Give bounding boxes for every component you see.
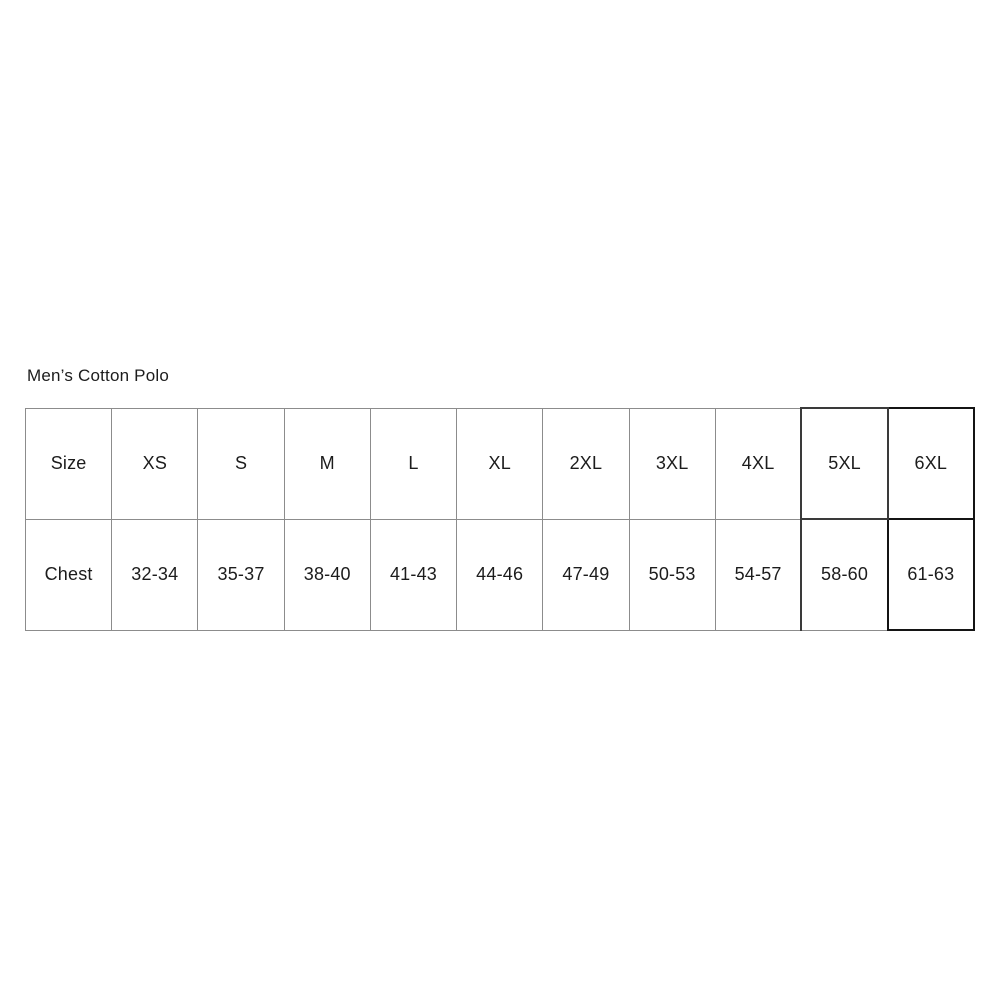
row-label-chest: Chest bbox=[26, 519, 112, 630]
size-col-header-xl: XL bbox=[457, 408, 543, 519]
chest-value-5xl: 58-60 bbox=[801, 519, 887, 630]
chest-value-xl: 44-46 bbox=[457, 519, 543, 630]
size-header-row bbox=[26, 408, 975, 519]
chest-value-2xl: 47-49 bbox=[543, 519, 629, 630]
chest-value-xs: 32-34 bbox=[112, 519, 198, 630]
chest-value-s: 35-37 bbox=[198, 519, 284, 630]
chest-value-l: 41-43 bbox=[370, 519, 456, 630]
chest-value-4xl: 54-57 bbox=[715, 519, 801, 630]
size-col-header-l: L bbox=[370, 408, 456, 519]
size-col-header-2xl: 2XL bbox=[543, 408, 629, 519]
chart-title: Men’s Cotton Polo bbox=[27, 366, 169, 385]
chest-value-row bbox=[26, 519, 975, 630]
size-table-body bbox=[26, 408, 975, 630]
chest-value-3xl: 50-53 bbox=[629, 519, 715, 630]
size-col-header-5xl: 5XL bbox=[801, 408, 887, 519]
size-col-header-3xl: 3XL bbox=[629, 408, 715, 519]
size-col-header-m: M bbox=[284, 408, 370, 519]
size-col-header-6xl: 6XL bbox=[888, 408, 974, 519]
size-col-header-xs: XS bbox=[112, 408, 198, 519]
chest-value-6xl: 61-63 bbox=[888, 519, 974, 630]
size-chart-table bbox=[25, 407, 975, 631]
size-col-header-4xl: 4XL bbox=[715, 408, 801, 519]
row-label-size: Size bbox=[26, 408, 112, 519]
size-col-header-s: S bbox=[198, 408, 284, 519]
chest-value-m: 38-40 bbox=[284, 519, 370, 630]
